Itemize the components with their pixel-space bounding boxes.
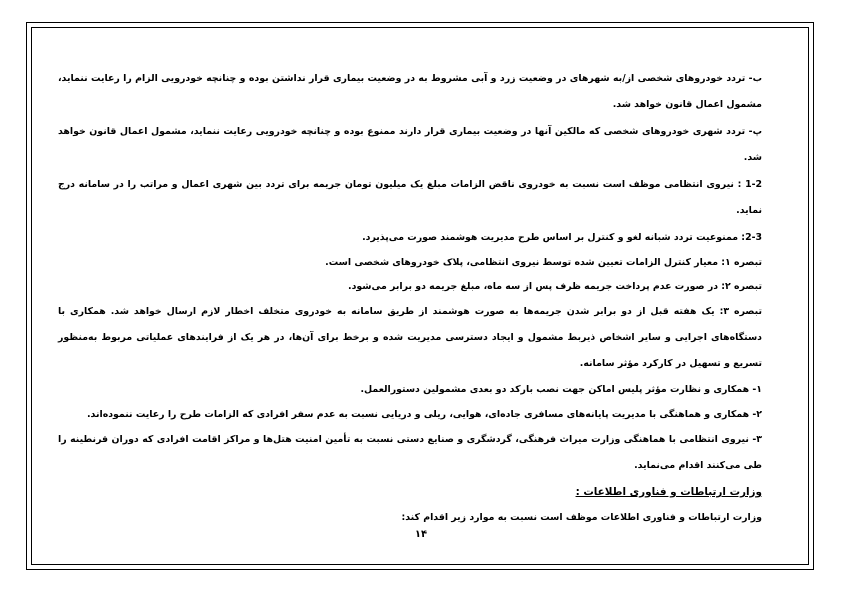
- section-intro: وزارت ارتباطات و فناوری اطلاعات موظف است نسبت به موارد زیر اقدام کند:: [401, 512, 762, 523]
- section-heading: وزارت ارتباطات و فناوری اطلاعات :: [575, 486, 762, 498]
- list-item-3: ۳- نیروی انتظامی با هماهنگی وزارت میراث فرهنگی، گردشگری و صنایع دستی نسبت به تأمین امنیت هتل‌ها و مراکز اقامت افرادی که دوران قرنطینه را طی می‌کنند اقدام می‌نماید.: [58, 434, 762, 471]
- note-2: تبصره ۲: در صورت عدم پرداخت جریمه ظرف پس از سه ماه، مبلغ جریمه دو برابر می‌شود.: [348, 281, 762, 292]
- paragraph-2-3: 2-3: ممنوعیت تردد شبانه لغو و کنترل بر اساس طرح مدیریت هوشمند صورت می‌پذیرد.: [362, 232, 762, 243]
- note-3: تبصره ۳: یک هفته قبل از دو برابر شدن جریمه‌ها به صورت هوشمند از طریق سامانه به خودروی متخلف اخطار لازم ارسال خواهد شد. همکاری با دستگاه‌های اجرایی و سایر اشخاص ذیربط مشمول و ایجاد دسترسی مدیریت شده و برخط برای آن‌ها، در هر یک از فرایندهای عملیاتی مربوط به‌منظور تسریع و تسهیل در کارکرد مؤثر سامانه.: [58, 306, 762, 369]
- paragraph-b: ب- تردد خودروهای شخصی از/به شهرهای در وضعیت زرد و آبی مشروط به در وضعیت بیماری قرار نداشتن بوده و چنانچه خودرویی الزام را رعایت ننماید، مشمول اعمال قانون خواهد شد.: [58, 73, 762, 110]
- document-body: [58, 66, 762, 530]
- list-item-1: ۱- همکاری و نظارت مؤثر پلیس اماکن جهت نصب بارکد دو بعدی مشمولین دستورالعمل.: [360, 384, 762, 395]
- paragraph-1-2: 1-2 : نیروی انتظامی موظف است نسبت به خودروی ناقض الزامات مبلغ یک میلیون تومان جریمه برای تردد بین شهری اعمال و مراتب را در سامانه درج نماید.: [58, 179, 762, 216]
- page-number: ۱۴: [414, 529, 428, 540]
- list-item-2: ۲- همکاری و هماهنگی با مدیریت پایانه‌های مسافری جاده‌ای، هوایی، ریلی و دریایی نسبت به عدم سفر افرادی که الزامات طرح را رعایت ننموده‌اند.: [86, 409, 762, 420]
- paragraph-p: پ- تردد شهری خودروهای شخصی که مالکین آنها در وضعیت بیماری قرار دارند ممنوع بوده و چنانچه خودرویی رعایت ننماید، مشمول اعمال قانون خواهد شد.: [58, 126, 762, 163]
- note-1: تبصره ۱: معیار کنترل الزامات تعیین شده توسط نیروی انتظامی، پلاک خودروهای شخصی است.: [325, 257, 762, 268]
